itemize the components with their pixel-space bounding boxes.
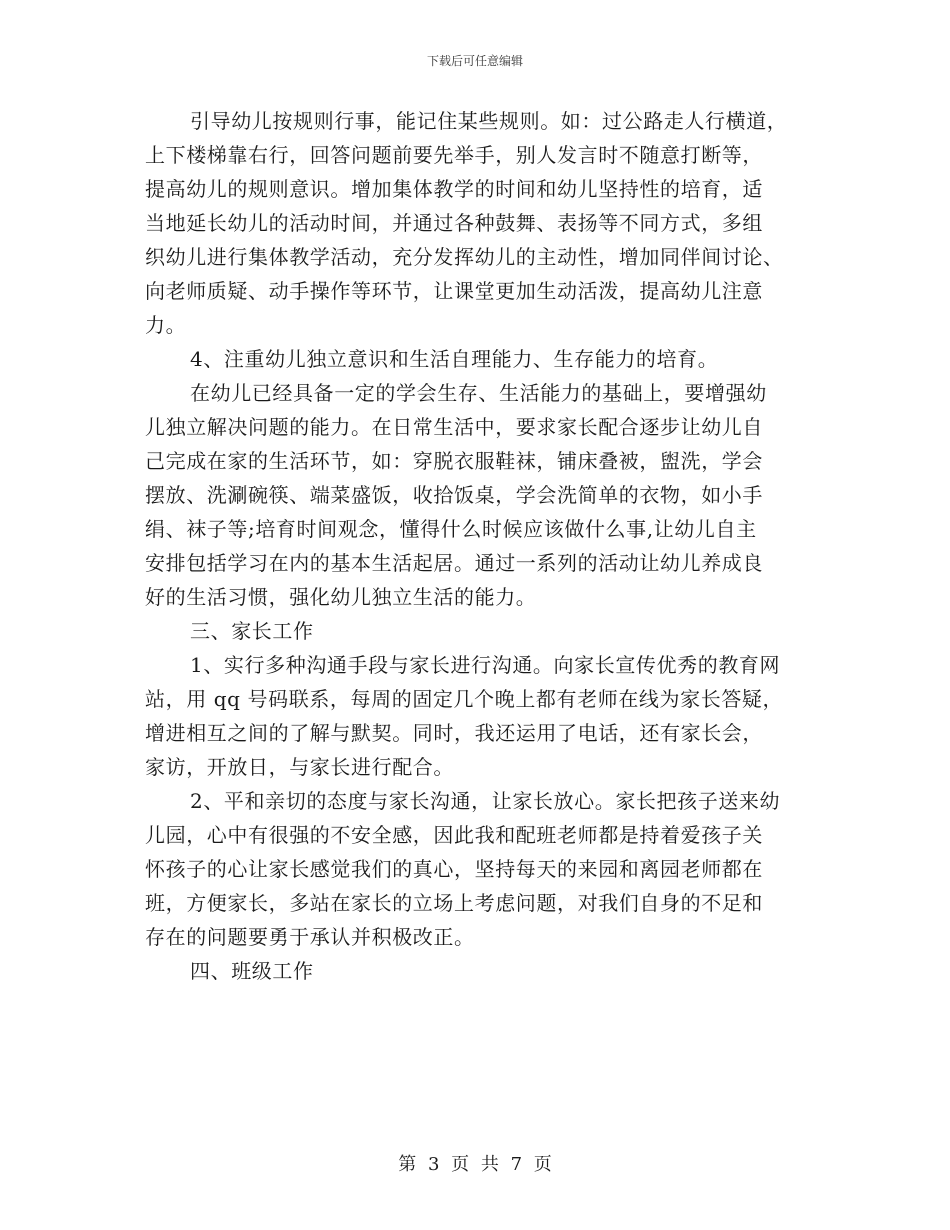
paragraph-line: 班，方便家长，多站在家长的立场上考虑问题，对我们自身的不足和 — [145, 891, 763, 915]
paragraph-line: 存在的问题要勇于承认并积极改正。 — [145, 925, 475, 949]
paragraph-line: 当地延长幼儿的活动时间，并通过各种鼓舞、表扬等不同方式，多组 — [145, 211, 763, 235]
paragraph-line: 怀孩子的心让家长感觉我们的真心，坚持每天的来园和离园老师都在 — [145, 857, 763, 881]
paragraph-line: 在幼儿已经具备一定的学会生存、生活能力的基础上，要增强幼 — [190, 381, 767, 405]
paragraph-line: 增进相互之间的了解与默契。同时，我还运用了电话，还有家长会， — [145, 721, 763, 745]
paragraph-line: 织幼儿进行集体教学活动，充分发挥幼儿的主动性，增加同伴间讨论、 — [145, 245, 784, 269]
paragraph-line: 上下楼梯靠右行，回答问题前要先举手，别人发言时不随意打断等， — [145, 143, 763, 167]
paragraph-line: 摆放、洗涮碗筷、端菜盛饭，收拾饭桌，学会洗简单的衣物，如小手 — [145, 483, 763, 507]
paragraph-line: 安排包括学习在内的基本生活起居。通过一系列的活动让幼儿养成良 — [145, 551, 763, 575]
paragraph-line: 2、平和亲切的态度与家长沟通，让家长放心。家长把孩子送来幼 — [190, 789, 781, 813]
paragraph-line: 向老师质疑、动手操作等环节，让课堂更加生动活泼，提高幼儿注意 — [145, 279, 763, 303]
page-number: 第 3 页 共 7 页 — [398, 1154, 552, 1175]
section-heading-class: 四、班级工作 — [190, 959, 314, 983]
page-header: 下载后可任意编辑 — [426, 54, 523, 68]
paragraph-line: 1、实行多种沟通手段与家长进行沟通。向家长宣传优秀的教育网 — [190, 653, 781, 677]
paragraph-line: 儿独立解决问题的能力。在日常生活中，要求家长配合逐步让幼儿自 — [145, 415, 763, 439]
section-heading-parents: 三、家长工作 — [190, 619, 314, 643]
paragraph-line: 家访，开放日，与家长进行配合。 — [145, 755, 454, 779]
paragraph-line: 引导幼儿按规则行事，能记住某些规则。如：过公路走人行横道， — [190, 109, 788, 133]
paragraph-line: 站，用 qq 号码联系，每周的固定几个晚上都有老师在线为家长答疑， — [145, 687, 784, 711]
paragraph-line: 力。 — [145, 313, 187, 337]
paragraph-line: 提高幼儿的规则意识。增加集体教学的时间和幼儿坚持性的培育，适 — [145, 177, 763, 201]
document-body — [145, 104, 800, 988]
paragraph-line: 儿园，心中有很强的不安全感，因此我和配班老师都是持着爱孩子关 — [145, 823, 763, 847]
paragraph-line: 好的生活习惯，强化幼儿独立生活的能力。 — [145, 585, 537, 609]
paragraph-line: 绢、袜子等;培育时间观念，懂得什么时候应该做什么事,让幼儿自主 — [145, 517, 757, 541]
section-heading-4: 4、注重幼儿独立意识和生活自理能力、生存能力的培育。 — [190, 347, 719, 371]
paragraph-line: 己完成在家的生活环节，如：穿脱衣服鞋袜，铺床叠被，盥洗，学会 — [145, 449, 763, 473]
